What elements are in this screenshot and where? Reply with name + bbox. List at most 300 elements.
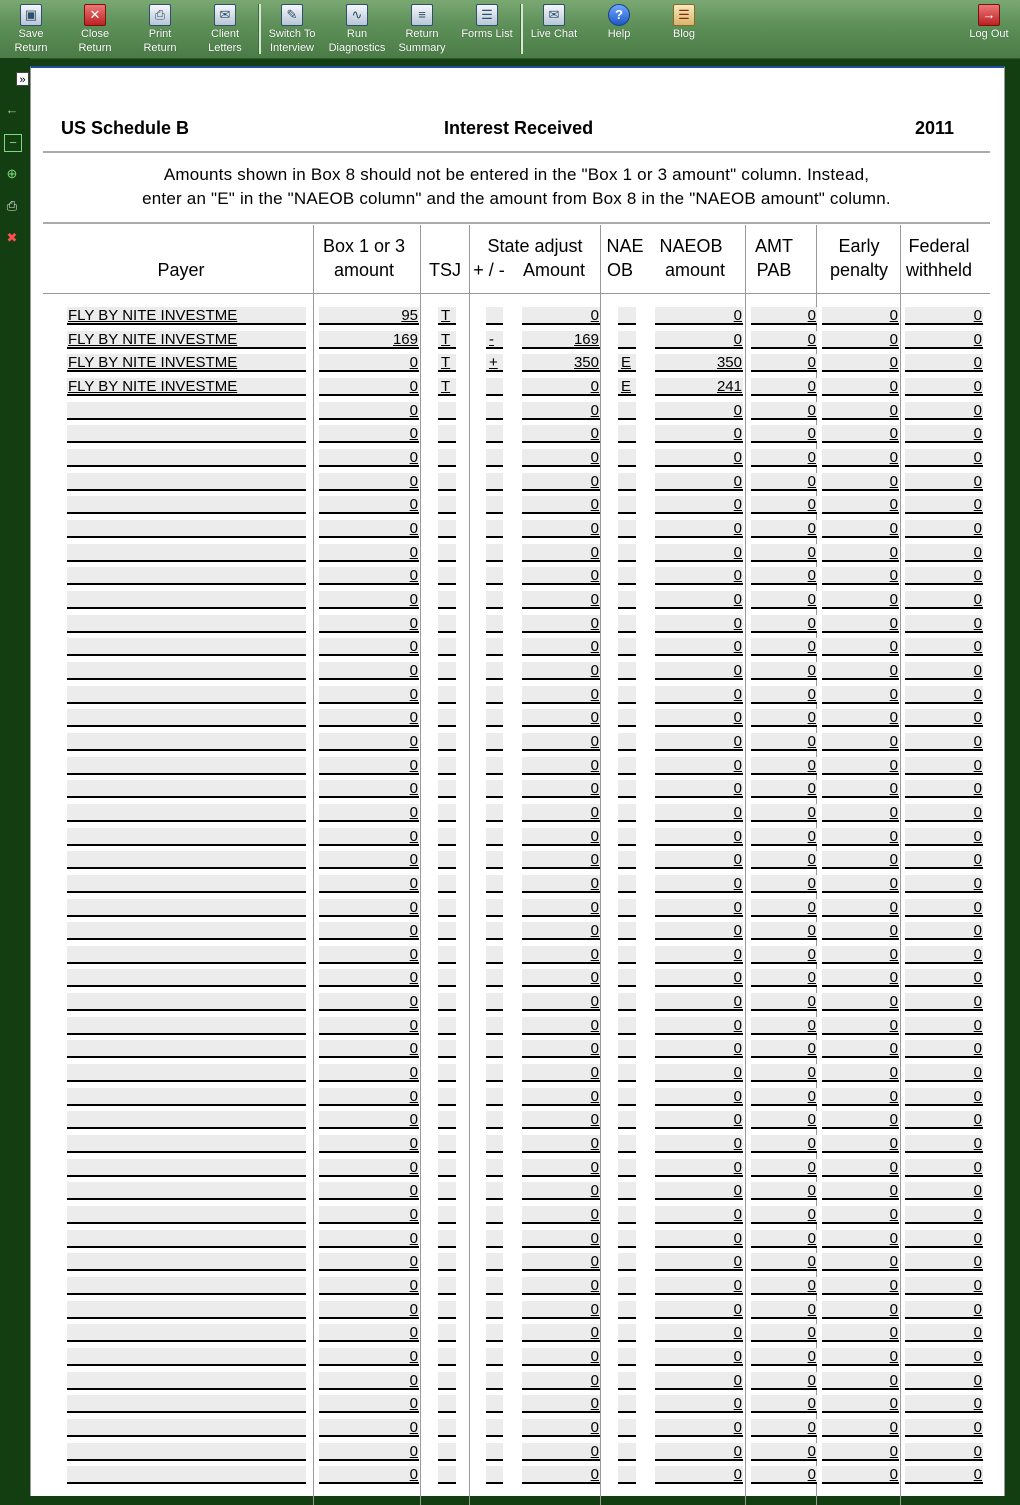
- federal-withheld-field[interactable]: 0: [905, 1253, 983, 1271]
- minus-icon[interactable]: −: [4, 134, 22, 152]
- state-adjust-sign-field[interactable]: [486, 1230, 503, 1248]
- box13-amount-field[interactable]: 0: [319, 1466, 419, 1484]
- box13-amount-field[interactable]: 0: [319, 1135, 419, 1153]
- state-adjust-amount-field[interactable]: 0: [522, 757, 600, 775]
- early-penalty-field[interactable]: 0: [822, 1135, 899, 1153]
- state-adjust-sign-field[interactable]: [486, 709, 503, 727]
- early-penalty-field[interactable]: 0: [822, 496, 899, 514]
- log-out-button[interactable]: [958, 3, 1020, 55]
- naeob-code-field[interactable]: [618, 1064, 636, 1082]
- amt-pab-field[interactable]: 0: [751, 567, 817, 585]
- payer-field[interactable]: [67, 662, 306, 680]
- federal-withheld-field[interactable]: 0: [905, 544, 983, 562]
- state-adjust-amount-field[interactable]: 0: [522, 1182, 600, 1200]
- amt-pab-field[interactable]: 0: [751, 1159, 817, 1177]
- early-penalty-field[interactable]: 0: [822, 1419, 899, 1437]
- naeob-amount-field[interactable]: 0: [655, 1348, 743, 1366]
- payer-field[interactable]: [67, 1395, 306, 1413]
- live-chat-button[interactable]: [523, 3, 585, 55]
- amt-pab-field[interactable]: 0: [751, 780, 817, 798]
- early-penalty-field[interactable]: 0: [822, 1348, 899, 1366]
- federal-withheld-field[interactable]: 0: [905, 662, 983, 680]
- early-penalty-field[interactable]: 0: [822, 567, 899, 585]
- state-adjust-sign-field[interactable]: -: [486, 331, 503, 349]
- naeob-amount-field[interactable]: 0: [655, 1443, 743, 1461]
- box13-amount-field[interactable]: 0: [319, 709, 419, 727]
- run-diagnostics-button[interactable]: [326, 3, 388, 55]
- state-adjust-amount-field[interactable]: 0: [522, 638, 600, 656]
- early-penalty-field[interactable]: 0: [822, 1372, 899, 1390]
- federal-withheld-field[interactable]: 0: [905, 757, 983, 775]
- naeob-code-field[interactable]: [618, 1372, 636, 1390]
- box13-amount-field[interactable]: 0: [319, 1064, 419, 1082]
- early-penalty-field[interactable]: 0: [822, 1206, 899, 1224]
- naeob-amount-field[interactable]: 0: [655, 1324, 743, 1342]
- federal-withheld-field[interactable]: 0: [905, 1017, 983, 1035]
- amt-pab-field[interactable]: 0: [751, 804, 817, 822]
- early-penalty-field[interactable]: 0: [822, 946, 899, 964]
- early-penalty-field[interactable]: 0: [822, 922, 899, 940]
- tsj-field[interactable]: [438, 1443, 456, 1461]
- naeob-code-field[interactable]: [618, 686, 636, 704]
- payer-field[interactable]: [67, 804, 306, 822]
- naeob-code-field[interactable]: [618, 780, 636, 798]
- naeob-code-field[interactable]: [618, 1395, 636, 1413]
- payer-field[interactable]: FLY BY NITE INVESTME: [67, 307, 306, 325]
- amt-pab-field[interactable]: 0: [751, 1040, 817, 1058]
- early-penalty-field[interactable]: 0: [822, 1395, 899, 1413]
- naeob-code-field[interactable]: [618, 899, 636, 917]
- naeob-code-field[interactable]: [618, 307, 636, 325]
- tsj-field[interactable]: [438, 828, 456, 846]
- amt-pab-field[interactable]: 0: [751, 638, 817, 656]
- naeob-amount-field[interactable]: 0: [655, 1301, 743, 1319]
- naeob-code-field[interactable]: [618, 544, 636, 562]
- box13-amount-field[interactable]: 0: [319, 733, 419, 751]
- state-adjust-sign-field[interactable]: [486, 402, 503, 420]
- tsj-field[interactable]: [438, 496, 456, 514]
- payer-field[interactable]: [67, 1324, 306, 1342]
- amt-pab-field[interactable]: 0: [751, 449, 817, 467]
- early-penalty-field[interactable]: 0: [822, 1159, 899, 1177]
- federal-withheld-field[interactable]: 0: [905, 425, 983, 443]
- box13-amount-field[interactable]: 0: [319, 496, 419, 514]
- box13-amount-field[interactable]: 0: [319, 1395, 419, 1413]
- tsj-field[interactable]: [438, 1395, 456, 1413]
- tsj-field[interactable]: [438, 875, 456, 893]
- amt-pab-field[interactable]: 0: [751, 1443, 817, 1461]
- state-adjust-sign-field[interactable]: [486, 1159, 503, 1177]
- early-penalty-field[interactable]: 0: [822, 1277, 899, 1295]
- state-adjust-amount-field[interactable]: 169: [522, 331, 600, 349]
- payer-field[interactable]: [67, 473, 306, 491]
- early-penalty-field[interactable]: 0: [822, 662, 899, 680]
- tsj-field[interactable]: [438, 733, 456, 751]
- federal-withheld-field[interactable]: 0: [905, 851, 983, 869]
- payer-field[interactable]: [67, 1443, 306, 1461]
- naeob-amount-field[interactable]: 0: [655, 1372, 743, 1390]
- naeob-amount-field[interactable]: 0: [655, 1230, 743, 1248]
- payer-field[interactable]: [67, 1111, 306, 1129]
- naeob-code-field[interactable]: [618, 757, 636, 775]
- box13-amount-field[interactable]: 0: [319, 1017, 419, 1035]
- amt-pab-field[interactable]: 0: [751, 1419, 817, 1437]
- naeob-code-field[interactable]: [618, 1324, 636, 1342]
- state-adjust-amount-field[interactable]: 0: [522, 567, 600, 585]
- payer-field[interactable]: [67, 638, 306, 656]
- federal-withheld-field[interactable]: 0: [905, 733, 983, 751]
- early-penalty-field[interactable]: 0: [822, 993, 899, 1011]
- box13-amount-field[interactable]: 0: [319, 851, 419, 869]
- naeob-amount-field[interactable]: 0: [655, 1088, 743, 1106]
- naeob-code-field[interactable]: [618, 946, 636, 964]
- state-adjust-sign-field[interactable]: [486, 1466, 503, 1484]
- payer-field[interactable]: [67, 969, 306, 987]
- naeob-amount-field[interactable]: 0: [655, 1253, 743, 1271]
- naeob-amount-field[interactable]: 241: [655, 378, 743, 396]
- naeob-amount-field[interactable]: 0: [655, 922, 743, 940]
- payer-field[interactable]: [67, 922, 306, 940]
- early-penalty-field[interactable]: 0: [822, 402, 899, 420]
- state-adjust-sign-field[interactable]: [486, 875, 503, 893]
- naeob-code-field[interactable]: [618, 1230, 636, 1248]
- state-adjust-amount-field[interactable]: 350: [522, 354, 600, 372]
- amt-pab-field[interactable]: 0: [751, 1088, 817, 1106]
- naeob-code-field[interactable]: [618, 922, 636, 940]
- tsj-field[interactable]: [438, 1419, 456, 1437]
- state-adjust-sign-field[interactable]: [486, 449, 503, 467]
- state-adjust-sign-field[interactable]: [486, 1443, 503, 1461]
- tsj-field[interactable]: [438, 520, 456, 538]
- state-adjust-sign-field[interactable]: [486, 615, 503, 633]
- naeob-code-field[interactable]: [618, 1277, 636, 1295]
- federal-withheld-field[interactable]: 0: [905, 354, 983, 372]
- naeob-code-field[interactable]: [618, 733, 636, 751]
- federal-withheld-field[interactable]: 0: [905, 899, 983, 917]
- box13-amount-field[interactable]: 0: [319, 1301, 419, 1319]
- early-penalty-field[interactable]: 0: [822, 1230, 899, 1248]
- box13-amount-field[interactable]: 0: [319, 638, 419, 656]
- amt-pab-field[interactable]: 0: [751, 1017, 817, 1035]
- federal-withheld-field[interactable]: 0: [905, 331, 983, 349]
- box13-amount-field[interactable]: 0: [319, 591, 419, 609]
- box13-amount-field[interactable]: 0: [319, 804, 419, 822]
- naeob-amount-field[interactable]: 0: [655, 946, 743, 964]
- tsj-field[interactable]: [438, 615, 456, 633]
- box13-amount-field[interactable]: 0: [319, 1419, 419, 1437]
- state-adjust-sign-field[interactable]: [486, 378, 503, 396]
- naeob-amount-field[interactable]: 0: [655, 875, 743, 893]
- box13-amount-field[interactable]: 0: [319, 993, 419, 1011]
- naeob-code-field[interactable]: [618, 520, 636, 538]
- tsj-field[interactable]: [438, 709, 456, 727]
- tsj-field[interactable]: [438, 1182, 456, 1200]
- state-adjust-sign-field[interactable]: [486, 1277, 503, 1295]
- naeob-amount-field[interactable]: 0: [655, 520, 743, 538]
- naeob-code-field[interactable]: [618, 804, 636, 822]
- amt-pab-field[interactable]: 0: [751, 993, 817, 1011]
- naeob-amount-field[interactable]: 0: [655, 591, 743, 609]
- add-icon[interactable]: ⊕: [6, 166, 18, 181]
- amt-pab-field[interactable]: 0: [751, 899, 817, 917]
- state-adjust-amount-field[interactable]: 0: [522, 1348, 600, 1366]
- naeob-amount-field[interactable]: 0: [655, 757, 743, 775]
- state-adjust-sign-field[interactable]: [486, 1372, 503, 1390]
- federal-withheld-field[interactable]: 0: [905, 1443, 983, 1461]
- amt-pab-field[interactable]: 0: [751, 922, 817, 940]
- naeob-amount-field[interactable]: 0: [655, 1064, 743, 1082]
- naeob-code-field[interactable]: E: [618, 354, 636, 372]
- state-adjust-sign-field[interactable]: [486, 686, 503, 704]
- early-penalty-field[interactable]: 0: [822, 638, 899, 656]
- early-penalty-field[interactable]: 0: [822, 1064, 899, 1082]
- state-adjust-amount-field[interactable]: 0: [522, 946, 600, 964]
- amt-pab-field[interactable]: 0: [751, 1206, 817, 1224]
- payer-field[interactable]: [67, 1182, 306, 1200]
- naeob-amount-field[interactable]: 0: [655, 993, 743, 1011]
- state-adjust-amount-field[interactable]: 0: [522, 875, 600, 893]
- amt-pab-field[interactable]: 0: [751, 425, 817, 443]
- payer-field[interactable]: [67, 851, 306, 869]
- state-adjust-sign-field[interactable]: [486, 1111, 503, 1129]
- box13-amount-field[interactable]: 0: [319, 1348, 419, 1366]
- federal-withheld-field[interactable]: 0: [905, 496, 983, 514]
- state-adjust-amount-field[interactable]: 0: [522, 496, 600, 514]
- early-penalty-field[interactable]: 0: [822, 378, 899, 396]
- early-penalty-field[interactable]: 0: [822, 449, 899, 467]
- box13-amount-field[interactable]: 0: [319, 1088, 419, 1106]
- state-adjust-amount-field[interactable]: 0: [522, 544, 600, 562]
- federal-withheld-field[interactable]: 0: [905, 804, 983, 822]
- early-penalty-field[interactable]: 0: [822, 520, 899, 538]
- return-summary-button[interactable]: [391, 3, 453, 55]
- federal-withheld-field[interactable]: 0: [905, 1206, 983, 1224]
- state-adjust-amount-field[interactable]: 0: [522, 1372, 600, 1390]
- federal-withheld-field[interactable]: 0: [905, 449, 983, 467]
- amt-pab-field[interactable]: 0: [751, 686, 817, 704]
- federal-withheld-field[interactable]: 0: [905, 922, 983, 940]
- payer-field[interactable]: [67, 1348, 306, 1366]
- state-adjust-amount-field[interactable]: 0: [522, 473, 600, 491]
- payer-field[interactable]: FLY BY NITE INVESTME: [67, 378, 306, 396]
- expand-panel-button[interactable]: »: [16, 72, 29, 86]
- naeob-code-field[interactable]: [618, 993, 636, 1011]
- federal-withheld-field[interactable]: 0: [905, 615, 983, 633]
- federal-withheld-field[interactable]: 0: [905, 1372, 983, 1390]
- state-adjust-amount-field[interactable]: 0: [522, 686, 600, 704]
- tsj-field[interactable]: [438, 1040, 456, 1058]
- tsj-field[interactable]: [438, 1206, 456, 1224]
- state-adjust-amount-field[interactable]: 0: [522, 1088, 600, 1106]
- blog-button[interactable]: [653, 3, 715, 55]
- naeob-amount-field[interactable]: 0: [655, 828, 743, 846]
- early-penalty-field[interactable]: 0: [822, 899, 899, 917]
- early-penalty-field[interactable]: 0: [822, 686, 899, 704]
- federal-withheld-field[interactable]: 0: [905, 307, 983, 325]
- box13-amount-field[interactable]: 0: [319, 828, 419, 846]
- naeob-amount-field[interactable]: 0: [655, 1206, 743, 1224]
- state-adjust-sign-field[interactable]: [486, 946, 503, 964]
- naeob-amount-field[interactable]: 0: [655, 331, 743, 349]
- tsj-field[interactable]: [438, 969, 456, 987]
- federal-withheld-field[interactable]: 0: [905, 993, 983, 1011]
- tsj-field[interactable]: [438, 993, 456, 1011]
- amt-pab-field[interactable]: 0: [751, 851, 817, 869]
- naeob-code-field[interactable]: [618, 1088, 636, 1106]
- naeob-amount-field[interactable]: 0: [655, 425, 743, 443]
- state-adjust-sign-field[interactable]: [486, 1040, 503, 1058]
- box13-amount-field[interactable]: 0: [319, 686, 419, 704]
- client-letters-button[interactable]: [194, 3, 256, 55]
- box13-amount-field[interactable]: 0: [319, 544, 419, 562]
- naeob-amount-field[interactable]: 0: [655, 969, 743, 987]
- box13-amount-field[interactable]: 0: [319, 1443, 419, 1461]
- naeob-amount-field[interactable]: 0: [655, 496, 743, 514]
- state-adjust-sign-field[interactable]: [486, 1017, 503, 1035]
- early-penalty-field[interactable]: 0: [822, 1017, 899, 1035]
- tsj-field[interactable]: [438, 449, 456, 467]
- naeob-amount-field[interactable]: 0: [655, 402, 743, 420]
- tsj-field[interactable]: [438, 1017, 456, 1035]
- naeob-code-field[interactable]: [618, 1182, 636, 1200]
- naeob-code-field[interactable]: [618, 828, 636, 846]
- state-adjust-sign-field[interactable]: [486, 1088, 503, 1106]
- federal-withheld-field[interactable]: 0: [905, 1348, 983, 1366]
- federal-withheld-field[interactable]: 0: [905, 591, 983, 609]
- tsj-field[interactable]: [438, 473, 456, 491]
- box13-amount-field[interactable]: 0: [319, 1206, 419, 1224]
- amt-pab-field[interactable]: 0: [751, 591, 817, 609]
- box13-amount-field[interactable]: 0: [319, 1040, 419, 1058]
- tsj-field[interactable]: [438, 780, 456, 798]
- early-penalty-field[interactable]: 0: [822, 851, 899, 869]
- amt-pab-field[interactable]: 0: [751, 1395, 817, 1413]
- amt-pab-field[interactable]: 0: [751, 828, 817, 846]
- early-penalty-field[interactable]: 0: [822, 1088, 899, 1106]
- amt-pab-field[interactable]: 0: [751, 709, 817, 727]
- federal-withheld-field[interactable]: 0: [905, 402, 983, 420]
- state-adjust-sign-field[interactable]: [486, 780, 503, 798]
- amt-pab-field[interactable]: 0: [751, 1111, 817, 1129]
- box13-amount-field[interactable]: 0: [319, 1111, 419, 1129]
- state-adjust-sign-field[interactable]: [486, 1419, 503, 1437]
- payer-field[interactable]: [67, 425, 306, 443]
- naeob-amount-field[interactable]: 0: [655, 1277, 743, 1295]
- federal-withheld-field[interactable]: 0: [905, 378, 983, 396]
- state-adjust-amount-field[interactable]: 0: [522, 1017, 600, 1035]
- box13-amount-field[interactable]: 0: [319, 354, 419, 372]
- naeob-amount-field[interactable]: 0: [655, 662, 743, 680]
- early-penalty-field[interactable]: 0: [822, 780, 899, 798]
- early-penalty-field[interactable]: 0: [822, 544, 899, 562]
- state-adjust-amount-field[interactable]: 0: [522, 615, 600, 633]
- state-adjust-amount-field[interactable]: 0: [522, 378, 600, 396]
- naeob-code-field[interactable]: [618, 709, 636, 727]
- naeob-code-field[interactable]: [618, 662, 636, 680]
- early-penalty-field[interactable]: 0: [822, 709, 899, 727]
- state-adjust-sign-field[interactable]: [486, 757, 503, 775]
- payer-field[interactable]: [67, 1230, 306, 1248]
- payer-field[interactable]: [67, 946, 306, 964]
- federal-withheld-field[interactable]: 0: [905, 473, 983, 491]
- tsj-field[interactable]: [438, 1466, 456, 1484]
- tsj-field[interactable]: [438, 757, 456, 775]
- federal-withheld-field[interactable]: 0: [905, 828, 983, 846]
- state-adjust-sign-field[interactable]: [486, 307, 503, 325]
- naeob-code-field[interactable]: [618, 969, 636, 987]
- state-adjust-amount-field[interactable]: 0: [522, 591, 600, 609]
- naeob-amount-field[interactable]: 0: [655, 1135, 743, 1153]
- state-adjust-sign-field[interactable]: [486, 591, 503, 609]
- amt-pab-field[interactable]: 0: [751, 1064, 817, 1082]
- naeob-amount-field[interactable]: 0: [655, 1466, 743, 1484]
- naeob-code-field[interactable]: [618, 1253, 636, 1271]
- payer-field[interactable]: [67, 780, 306, 798]
- tsj-field[interactable]: T: [438, 331, 456, 349]
- print-icon[interactable]: ⎙: [6, 198, 18, 213]
- payer-field[interactable]: [67, 496, 306, 514]
- state-adjust-sign-field[interactable]: [486, 1182, 503, 1200]
- naeob-amount-field[interactable]: 0: [655, 899, 743, 917]
- state-adjust-sign-field[interactable]: [486, 969, 503, 987]
- naeob-amount-field[interactable]: 350: [655, 354, 743, 372]
- early-penalty-field[interactable]: 0: [822, 1466, 899, 1484]
- naeob-code-field[interactable]: [618, 1111, 636, 1129]
- naeob-amount-field[interactable]: 0: [655, 307, 743, 325]
- amt-pab-field[interactable]: 0: [751, 662, 817, 680]
- tsj-field[interactable]: [438, 1135, 456, 1153]
- tsj-field[interactable]: [438, 1159, 456, 1177]
- naeob-code-field[interactable]: [618, 1301, 636, 1319]
- tsj-field[interactable]: [438, 544, 456, 562]
- box13-amount-field[interactable]: 0: [319, 1230, 419, 1248]
- federal-withheld-field[interactable]: 0: [905, 875, 983, 893]
- state-adjust-sign-field[interactable]: [486, 638, 503, 656]
- print-return-button[interactable]: [129, 3, 191, 55]
- box13-amount-field[interactable]: 0: [319, 473, 419, 491]
- payer-field[interactable]: [67, 1017, 306, 1035]
- federal-withheld-field[interactable]: 0: [905, 1111, 983, 1129]
- tsj-field[interactable]: [438, 1301, 456, 1319]
- amt-pab-field[interactable]: 0: [751, 354, 817, 372]
- tsj-field[interactable]: [438, 1111, 456, 1129]
- federal-withheld-field[interactable]: 0: [905, 686, 983, 704]
- early-penalty-field[interactable]: 0: [822, 331, 899, 349]
- early-penalty-field[interactable]: 0: [822, 1443, 899, 1461]
- naeob-amount-field[interactable]: 0: [655, 449, 743, 467]
- state-adjust-amount-field[interactable]: 0: [522, 1206, 600, 1224]
- state-adjust-sign-field[interactable]: [486, 851, 503, 869]
- state-adjust-amount-field[interactable]: 0: [522, 780, 600, 798]
- state-adjust-amount-field[interactable]: 0: [522, 1064, 600, 1082]
- early-penalty-field[interactable]: 0: [822, 804, 899, 822]
- state-adjust-amount-field[interactable]: 0: [522, 402, 600, 420]
- payer-field[interactable]: [67, 1064, 306, 1082]
- naeob-code-field[interactable]: [618, 402, 636, 420]
- state-adjust-amount-field[interactable]: 0: [522, 922, 600, 940]
- naeob-code-field[interactable]: [618, 851, 636, 869]
- payer-field[interactable]: [67, 733, 306, 751]
- early-penalty-field[interactable]: 0: [822, 354, 899, 372]
- state-adjust-amount-field[interactable]: 0: [522, 709, 600, 727]
- state-adjust-amount-field[interactable]: 0: [522, 851, 600, 869]
- early-penalty-field[interactable]: 0: [822, 875, 899, 893]
- amt-pab-field[interactable]: 0: [751, 378, 817, 396]
- payer-field[interactable]: [67, 1135, 306, 1153]
- naeob-amount-field[interactable]: 0: [655, 1159, 743, 1177]
- payer-field[interactable]: [67, 686, 306, 704]
- box13-amount-field[interactable]: 169: [319, 331, 419, 349]
